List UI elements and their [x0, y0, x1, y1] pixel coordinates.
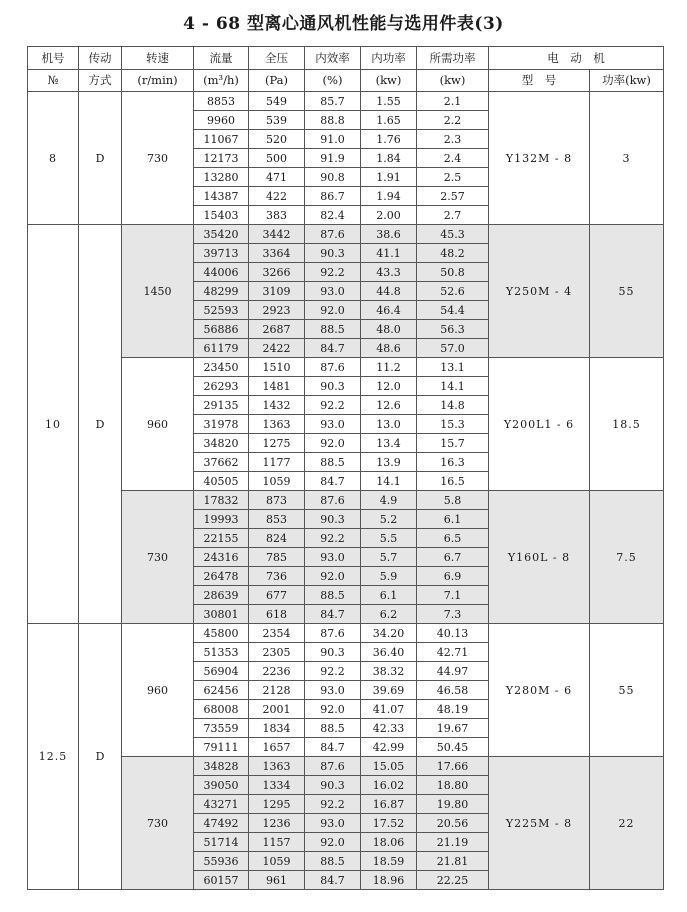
required-power-cell: 14.8	[417, 396, 489, 415]
pressure-cell: 471	[249, 168, 305, 187]
inner-power-cell: 48.0	[361, 320, 417, 339]
pressure-cell: 1177	[249, 453, 305, 472]
flow-cell: 40505	[194, 472, 249, 491]
motor-power-cell: 7.5	[590, 491, 664, 624]
pressure-cell: 736	[249, 567, 305, 586]
required-power-cell: 57.0	[417, 339, 489, 358]
inner-power-cell: 16.87	[361, 795, 417, 814]
pressure-cell: 2236	[249, 662, 305, 681]
required-power-cell: 2.7	[417, 206, 489, 225]
flow-cell: 79111	[194, 738, 249, 757]
pressure-cell: 677	[249, 586, 305, 605]
motor-type-cell: Y225M - 8	[489, 757, 590, 890]
table-row	[28, 225, 664, 244]
required-power-cell: 2.57	[417, 187, 489, 206]
flow-cell: 22155	[194, 529, 249, 548]
efficiency-cell: 88.8	[305, 111, 361, 130]
flow-cell: 28639	[194, 586, 249, 605]
efficiency-cell: 82.4	[305, 206, 361, 225]
inner-power-cell: 1.94	[361, 187, 417, 206]
inner-power-cell: 1.76	[361, 130, 417, 149]
pressure-cell: 2422	[249, 339, 305, 358]
required-power-cell: 21.19	[417, 833, 489, 852]
required-power-cell: 6.7	[417, 548, 489, 567]
fan-spec-table	[27, 46, 664, 890]
speed-cell: 730	[122, 757, 194, 890]
motor-type-cell: Y132M - 8	[489, 92, 590, 225]
flow-cell: 51714	[194, 833, 249, 852]
required-power-cell: 18.80	[417, 776, 489, 795]
efficiency-cell: 92.2	[305, 795, 361, 814]
required-power-cell: 16.5	[417, 472, 489, 491]
pressure-cell: 2687	[249, 320, 305, 339]
inner-power-cell: 13.9	[361, 453, 417, 472]
inner-power-cell: 6.1	[361, 586, 417, 605]
header-speed-unit: (r/min)	[122, 70, 194, 92]
inner-power-cell: 18.59	[361, 852, 417, 871]
pressure-cell: 539	[249, 111, 305, 130]
efficiency-cell: 92.0	[305, 567, 361, 586]
inner-power-cell: 42.99	[361, 738, 417, 757]
efficiency-cell: 90.3	[305, 776, 361, 795]
required-power-cell: 5.8	[417, 491, 489, 510]
flow-cell: 14387	[194, 187, 249, 206]
inner-power-cell: 41.1	[361, 244, 417, 263]
inner-power-cell: 46.4	[361, 301, 417, 320]
efficiency-cell: 88.5	[305, 719, 361, 738]
flow-cell: 30801	[194, 605, 249, 624]
pressure-cell: 1275	[249, 434, 305, 453]
motor-type-cell: Y280M - 6	[489, 624, 590, 757]
required-power-cell: 21.81	[417, 852, 489, 871]
header-required-power-unit: (kw)	[417, 70, 489, 92]
pressure-cell: 422	[249, 187, 305, 206]
pressure-cell: 873	[249, 491, 305, 510]
required-power-cell: 15.3	[417, 415, 489, 434]
required-power-cell: 2.1	[417, 92, 489, 111]
table-row	[28, 358, 664, 377]
pressure-cell: 1334	[249, 776, 305, 795]
flow-cell: 34820	[194, 434, 249, 453]
inner-power-cell: 41.07	[361, 700, 417, 719]
header-pressure: 全压	[249, 47, 305, 70]
pressure-cell: 1059	[249, 472, 305, 491]
flow-cell: 37662	[194, 453, 249, 472]
required-power-cell: 50.8	[417, 263, 489, 282]
efficiency-cell: 93.0	[305, 814, 361, 833]
header-inner-power: 内功率	[361, 47, 417, 70]
efficiency-cell: 87.6	[305, 225, 361, 244]
drive-cell: D	[79, 225, 122, 624]
efficiency-cell: 92.0	[305, 833, 361, 852]
pressure-cell: 1481	[249, 377, 305, 396]
pressure-cell: 1295	[249, 795, 305, 814]
inner-power-cell: 2.00	[361, 206, 417, 225]
required-power-cell: 2.4	[417, 149, 489, 168]
efficiency-cell: 88.5	[305, 320, 361, 339]
efficiency-cell: 90.3	[305, 643, 361, 662]
inner-power-cell: 38.6	[361, 225, 417, 244]
pressure-cell: 1363	[249, 415, 305, 434]
drive-cell: D	[79, 624, 122, 890]
pressure-cell: 1432	[249, 396, 305, 415]
speed-cell: 730	[122, 92, 194, 225]
flow-cell: 39713	[194, 244, 249, 263]
efficiency-cell: 92.2	[305, 662, 361, 681]
efficiency-cell: 84.7	[305, 871, 361, 890]
header-efficiency-unit: (%)	[305, 70, 361, 92]
flow-cell: 44006	[194, 263, 249, 282]
required-power-cell: 15.7	[417, 434, 489, 453]
required-power-cell: 2.5	[417, 168, 489, 187]
flow-cell: 56904	[194, 662, 249, 681]
pressure-cell: 520	[249, 130, 305, 149]
required-power-cell: 6.5	[417, 529, 489, 548]
page-title: 4 - 68 型离心通风机性能与选用件表(3)	[183, 14, 504, 34]
required-power-cell: 6.9	[417, 567, 489, 586]
inner-power-cell: 1.91	[361, 168, 417, 187]
efficiency-cell: 84.7	[305, 605, 361, 624]
required-power-cell: 20.56	[417, 814, 489, 833]
header-model-no: 机号	[28, 47, 79, 70]
pressure-cell: 2305	[249, 643, 305, 662]
inner-power-cell: 16.02	[361, 776, 417, 795]
required-power-cell: 40.13	[417, 624, 489, 643]
efficiency-cell: 87.6	[305, 757, 361, 776]
header-flow-unit: (m³/h)	[194, 70, 249, 92]
required-power-cell: 14.1	[417, 377, 489, 396]
efficiency-cell: 92.2	[305, 396, 361, 415]
inner-power-cell: 42.33	[361, 719, 417, 738]
motor-type-cell: Y160L - 8	[489, 491, 590, 624]
inner-power-cell: 1.55	[361, 92, 417, 111]
pressure-cell: 3109	[249, 282, 305, 301]
flow-cell: 52593	[194, 301, 249, 320]
efficiency-cell: 92.0	[305, 434, 361, 453]
pressure-cell: 500	[249, 149, 305, 168]
efficiency-cell: 87.6	[305, 624, 361, 643]
required-power-cell: 17.66	[417, 757, 489, 776]
flow-cell: 19993	[194, 510, 249, 529]
header-required-power: 所需功率	[417, 47, 489, 70]
motor-power-cell: 55	[590, 225, 664, 358]
required-power-cell: 50.45	[417, 738, 489, 757]
header-inner-power-unit: (kw)	[361, 70, 417, 92]
pressure-cell: 383	[249, 206, 305, 225]
header-motor-power: 功率(kw)	[590, 70, 664, 92]
inner-power-cell: 13.4	[361, 434, 417, 453]
flow-cell: 13280	[194, 168, 249, 187]
motor-power-cell: 55	[590, 624, 664, 757]
pressure-cell: 3266	[249, 263, 305, 282]
efficiency-cell: 92.0	[305, 700, 361, 719]
pressure-cell: 618	[249, 605, 305, 624]
table-row	[28, 491, 664, 510]
flow-cell: 17832	[194, 491, 249, 510]
efficiency-cell: 92.2	[305, 263, 361, 282]
inner-power-cell: 13.0	[361, 415, 417, 434]
flow-cell: 56886	[194, 320, 249, 339]
flow-cell: 60157	[194, 871, 249, 890]
efficiency-cell: 88.5	[305, 453, 361, 472]
flow-cell: 39050	[194, 776, 249, 795]
pressure-cell: 961	[249, 871, 305, 890]
table-row	[28, 624, 664, 643]
pressure-cell: 2001	[249, 700, 305, 719]
required-power-cell: 42.71	[417, 643, 489, 662]
flow-cell: 11067	[194, 130, 249, 149]
inner-power-cell: 48.6	[361, 339, 417, 358]
efficiency-cell: 93.0	[305, 548, 361, 567]
efficiency-cell: 88.5	[305, 852, 361, 871]
pressure-cell: 853	[249, 510, 305, 529]
flow-cell: 51353	[194, 643, 249, 662]
required-power-cell: 6.1	[417, 510, 489, 529]
inner-power-cell: 17.52	[361, 814, 417, 833]
inner-power-cell: 11.2	[361, 358, 417, 377]
inner-power-cell: 18.06	[361, 833, 417, 852]
required-power-cell: 45.3	[417, 225, 489, 244]
required-power-cell: 48.19	[417, 700, 489, 719]
pressure-cell: 3364	[249, 244, 305, 263]
header-motor: 电 动 机	[489, 47, 664, 70]
required-power-cell: 13.1	[417, 358, 489, 377]
pressure-cell: 2923	[249, 301, 305, 320]
flow-cell: 61179	[194, 339, 249, 358]
pressure-cell: 3442	[249, 225, 305, 244]
inner-power-cell: 5.2	[361, 510, 417, 529]
flow-cell: 8853	[194, 92, 249, 111]
inner-power-cell: 4.9	[361, 491, 417, 510]
required-power-cell: 52.6	[417, 282, 489, 301]
flow-cell: 9960	[194, 111, 249, 130]
efficiency-cell: 86.7	[305, 187, 361, 206]
motor-power-cell: 22	[590, 757, 664, 890]
inner-power-cell: 43.3	[361, 263, 417, 282]
inner-power-cell: 12.6	[361, 396, 417, 415]
required-power-cell: 56.3	[417, 320, 489, 339]
flow-cell: 34828	[194, 757, 249, 776]
pressure-cell: 824	[249, 529, 305, 548]
flow-cell: 73559	[194, 719, 249, 738]
flow-cell: 62456	[194, 681, 249, 700]
motor-power-cell: 18.5	[590, 358, 664, 491]
efficiency-cell: 88.5	[305, 586, 361, 605]
header-flow: 流量	[194, 47, 249, 70]
efficiency-cell: 91.0	[305, 130, 361, 149]
pressure-cell: 785	[249, 548, 305, 567]
drive-cell: D	[79, 92, 122, 225]
efficiency-cell: 90.3	[305, 244, 361, 263]
table-row	[28, 92, 664, 111]
flow-cell: 45800	[194, 624, 249, 643]
required-power-cell: 22.25	[417, 871, 489, 890]
efficiency-cell: 93.0	[305, 282, 361, 301]
required-power-cell: 2.3	[417, 130, 489, 149]
pressure-cell: 1236	[249, 814, 305, 833]
required-power-cell: 7.3	[417, 605, 489, 624]
inner-power-cell: 5.7	[361, 548, 417, 567]
table-row	[28, 757, 664, 776]
speed-cell: 730	[122, 491, 194, 624]
pressure-cell: 2354	[249, 624, 305, 643]
inner-power-cell: 36.40	[361, 643, 417, 662]
header-motor-type: 型 号	[489, 70, 590, 92]
header-efficiency: 内效率	[305, 47, 361, 70]
efficiency-cell: 92.2	[305, 529, 361, 548]
header-pressure-unit: (Pa)	[249, 70, 305, 92]
motor-type-cell: Y200L1 - 6	[489, 358, 590, 491]
model-no-cell: 12.5	[28, 624, 79, 890]
inner-power-cell: 15.05	[361, 757, 417, 776]
pressure-cell: 2128	[249, 681, 305, 700]
table-body	[28, 92, 664, 890]
flow-cell: 35420	[194, 225, 249, 244]
required-power-cell: 2.2	[417, 111, 489, 130]
required-power-cell: 19.80	[417, 795, 489, 814]
required-power-cell: 48.2	[417, 244, 489, 263]
flow-cell: 48299	[194, 282, 249, 301]
speed-cell: 960	[122, 358, 194, 491]
required-power-cell: 46.58	[417, 681, 489, 700]
efficiency-cell: 84.7	[305, 472, 361, 491]
flow-cell: 55936	[194, 852, 249, 871]
pressure-cell: 1657	[249, 738, 305, 757]
motor-type-cell: Y250M - 4	[489, 225, 590, 358]
efficiency-cell: 90.8	[305, 168, 361, 187]
required-power-cell: 54.4	[417, 301, 489, 320]
flow-cell: 23450	[194, 358, 249, 377]
flow-cell: 12173	[194, 149, 249, 168]
flow-cell: 68008	[194, 700, 249, 719]
efficiency-cell: 90.3	[305, 510, 361, 529]
inner-power-cell: 14.1	[361, 472, 417, 491]
flow-cell: 43271	[194, 795, 249, 814]
required-power-cell: 7.1	[417, 586, 489, 605]
inner-power-cell: 12.0	[361, 377, 417, 396]
inner-power-cell: 44.8	[361, 282, 417, 301]
flow-cell: 29135	[194, 396, 249, 415]
inner-power-cell: 5.5	[361, 529, 417, 548]
efficiency-cell: 85.7	[305, 92, 361, 111]
pressure-cell: 1510	[249, 358, 305, 377]
flow-cell: 15403	[194, 206, 249, 225]
inner-power-cell: 39.69	[361, 681, 417, 700]
model-no-cell: 10	[28, 225, 79, 624]
flow-cell: 24316	[194, 548, 249, 567]
required-power-cell: 16.3	[417, 453, 489, 472]
efficiency-cell: 87.6	[305, 491, 361, 510]
inner-power-cell: 18.96	[361, 871, 417, 890]
required-power-cell: 19.67	[417, 719, 489, 738]
speed-cell: 1450	[122, 225, 194, 358]
efficiency-cell: 93.0	[305, 415, 361, 434]
model-no-cell: 8	[28, 92, 79, 225]
pressure-cell: 1834	[249, 719, 305, 738]
inner-power-cell: 1.84	[361, 149, 417, 168]
efficiency-cell: 84.7	[305, 738, 361, 757]
header-model-no-sub: №	[28, 70, 79, 92]
header-drive-sub: 方式	[79, 70, 122, 92]
inner-power-cell: 1.65	[361, 111, 417, 130]
efficiency-cell: 91.9	[305, 149, 361, 168]
flow-cell: 26478	[194, 567, 249, 586]
efficiency-cell: 87.6	[305, 358, 361, 377]
inner-power-cell: 5.9	[361, 567, 417, 586]
efficiency-cell: 93.0	[305, 681, 361, 700]
flow-cell: 31978	[194, 415, 249, 434]
header-drive: 传动	[79, 47, 122, 70]
pressure-cell: 1059	[249, 852, 305, 871]
flow-cell: 47492	[194, 814, 249, 833]
pressure-cell: 1157	[249, 833, 305, 852]
required-power-cell: 44.97	[417, 662, 489, 681]
efficiency-cell: 92.0	[305, 301, 361, 320]
motor-power-cell: 3	[590, 92, 664, 225]
inner-power-cell: 6.2	[361, 605, 417, 624]
header-speed: 转速	[122, 47, 194, 70]
efficiency-cell: 90.3	[305, 377, 361, 396]
speed-cell: 960	[122, 624, 194, 757]
pressure-cell: 1363	[249, 757, 305, 776]
pressure-cell: 549	[249, 92, 305, 111]
inner-power-cell: 34.20	[361, 624, 417, 643]
flow-cell: 26293	[194, 377, 249, 396]
inner-power-cell: 38.32	[361, 662, 417, 681]
efficiency-cell: 84.7	[305, 339, 361, 358]
